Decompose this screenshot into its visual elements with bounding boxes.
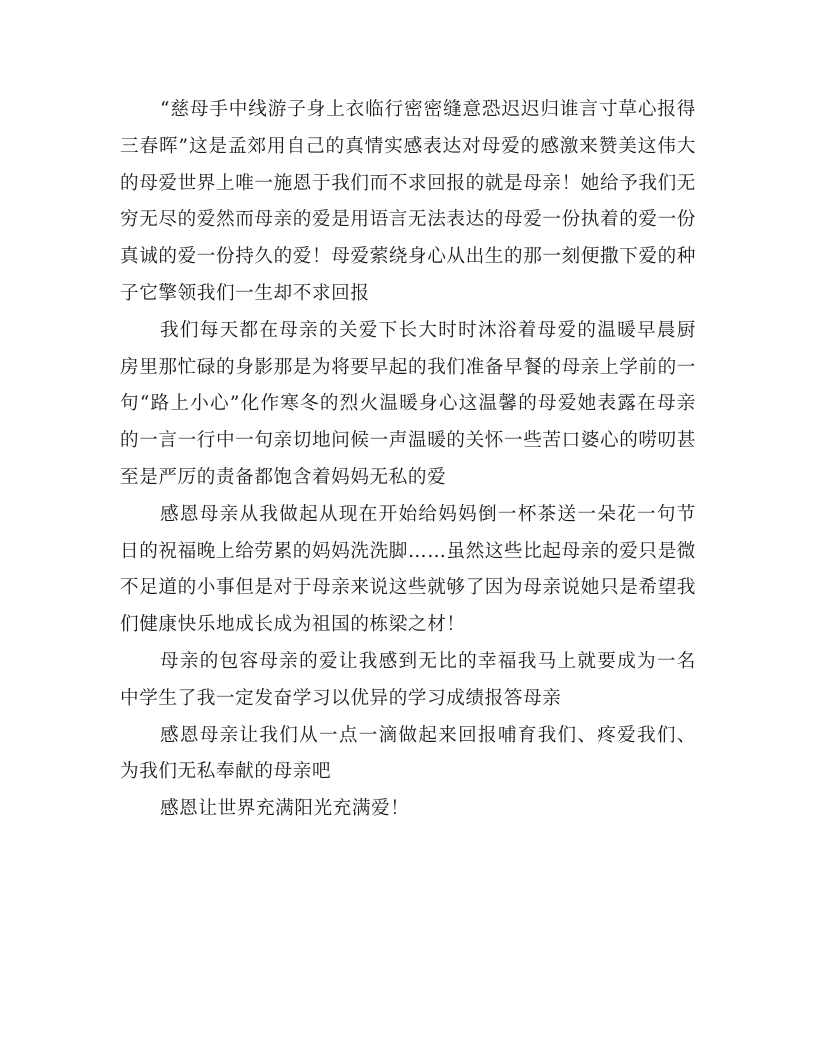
paragraph-2: 我们每天都在母亲的关爱下长大时时沐浴着母爱的温暖早晨厨房里那忙碌的身影那是为将要早起的我们准备早餐的母亲上学前的一句“路上小心”化作寒冬的烈火温暖身心这温馨的母爱她表露在母亲的一言一行中一句亲切地问候一声温暖的关怀一些苦口婆心的唠叨甚至是严厉的责备都饱含着妈妈无私的爱 xyxy=(120,319,696,488)
paragraph-4: 母亲的包容母亲的爱让我感到无比的幸福我马上就要成为一名中学生了我一定发奋学习以优异的学习成绩报答母亲 xyxy=(120,650,696,709)
paragraph-5: 感恩母亲让我们从一点一滴做起来回报哺育我们、疼爱我们、为我们无私奉献的母亲吧 xyxy=(120,724,696,783)
paragraph-1: “慈母手中线游子身上衣临行密密缝意恐迟迟归谁言寸草心报得三春晖”这是孟郊用自己的真情实感表达对母爱的感激来赞美这伟大的母爱世界上唯一施恩于我们而不求回报的就是母亲！她给予我们无穷无尽的爱然而母亲的爱是用语言无法表达的母爱一份执着的爱一份真诚的爱一份持久的爱！母爱萦绕身心从出生的那一刻便撒下爱的种子它擎领我们一生却不求回报 xyxy=(120,99,696,304)
document-body xyxy=(120,92,696,828)
paragraph-3: 感恩母亲从我做起从现在开始给妈妈倒一杯茶送一朵花一句节日的祝福晚上给劳累的妈妈洗洗脚……虽然这些比起母亲的爱只是微不足道的小事但是对于母亲来说这些就够了因为母亲说她只是希望我们健康快乐地成长成为祖国的栋梁之材！ xyxy=(120,503,696,636)
paragraph-6: 感恩让世界充满阳光充满爱！ xyxy=(159,798,410,820)
